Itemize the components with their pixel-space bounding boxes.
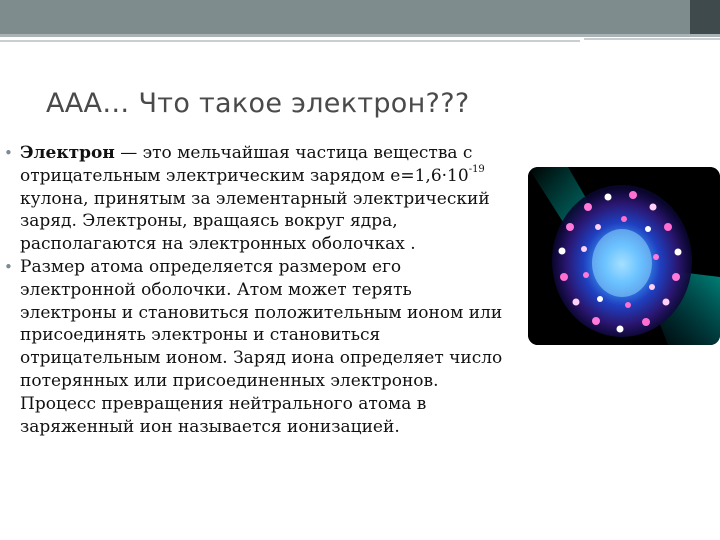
bullet-paragraph-atom-size [0,256,512,438]
header-bar-light [0,0,690,34]
bullet-marker: • [4,144,13,162]
term-electron: Электрон [20,143,115,163]
paragraph2-text: Размер атома определяется размером его электронной оболочки. Атом может терять электроны и становиться положительным ионом или присоединять электроны и становиться отрицательным ионом. Заряд иона определяет число потерянных или присоединенных электронов. Процесс превращения нейтрального атома в заряженный ион называется ионизацией. [20,256,503,437]
header-bar-dark [690,0,720,34]
atom-illustration-svg [528,167,720,345]
paragraph1-text-b: кулона, принятым за элементарный электрический заряд. Электроны, вращаясь вокруг ядра, располагаются на электронных оболочках . [20,188,490,255]
slide-body [0,142,512,438]
divider-right [584,38,720,40]
header-stripe [0,34,720,37]
header-bar [0,0,720,34]
slide-title: ААА… Что такое электрон??? [46,88,470,119]
exponent: -19 [468,164,485,176]
atom-illustration [528,167,720,345]
divider-left [0,40,580,42]
paragraph1-text-a: — это мельчайшая частица вещества с отрицательным электрическим зарядом e=1,6·10 [20,143,473,186]
nucleus-glow [592,229,652,297]
bullet-paragraph-electron [0,142,512,256]
bullet-marker: • [4,257,13,276]
